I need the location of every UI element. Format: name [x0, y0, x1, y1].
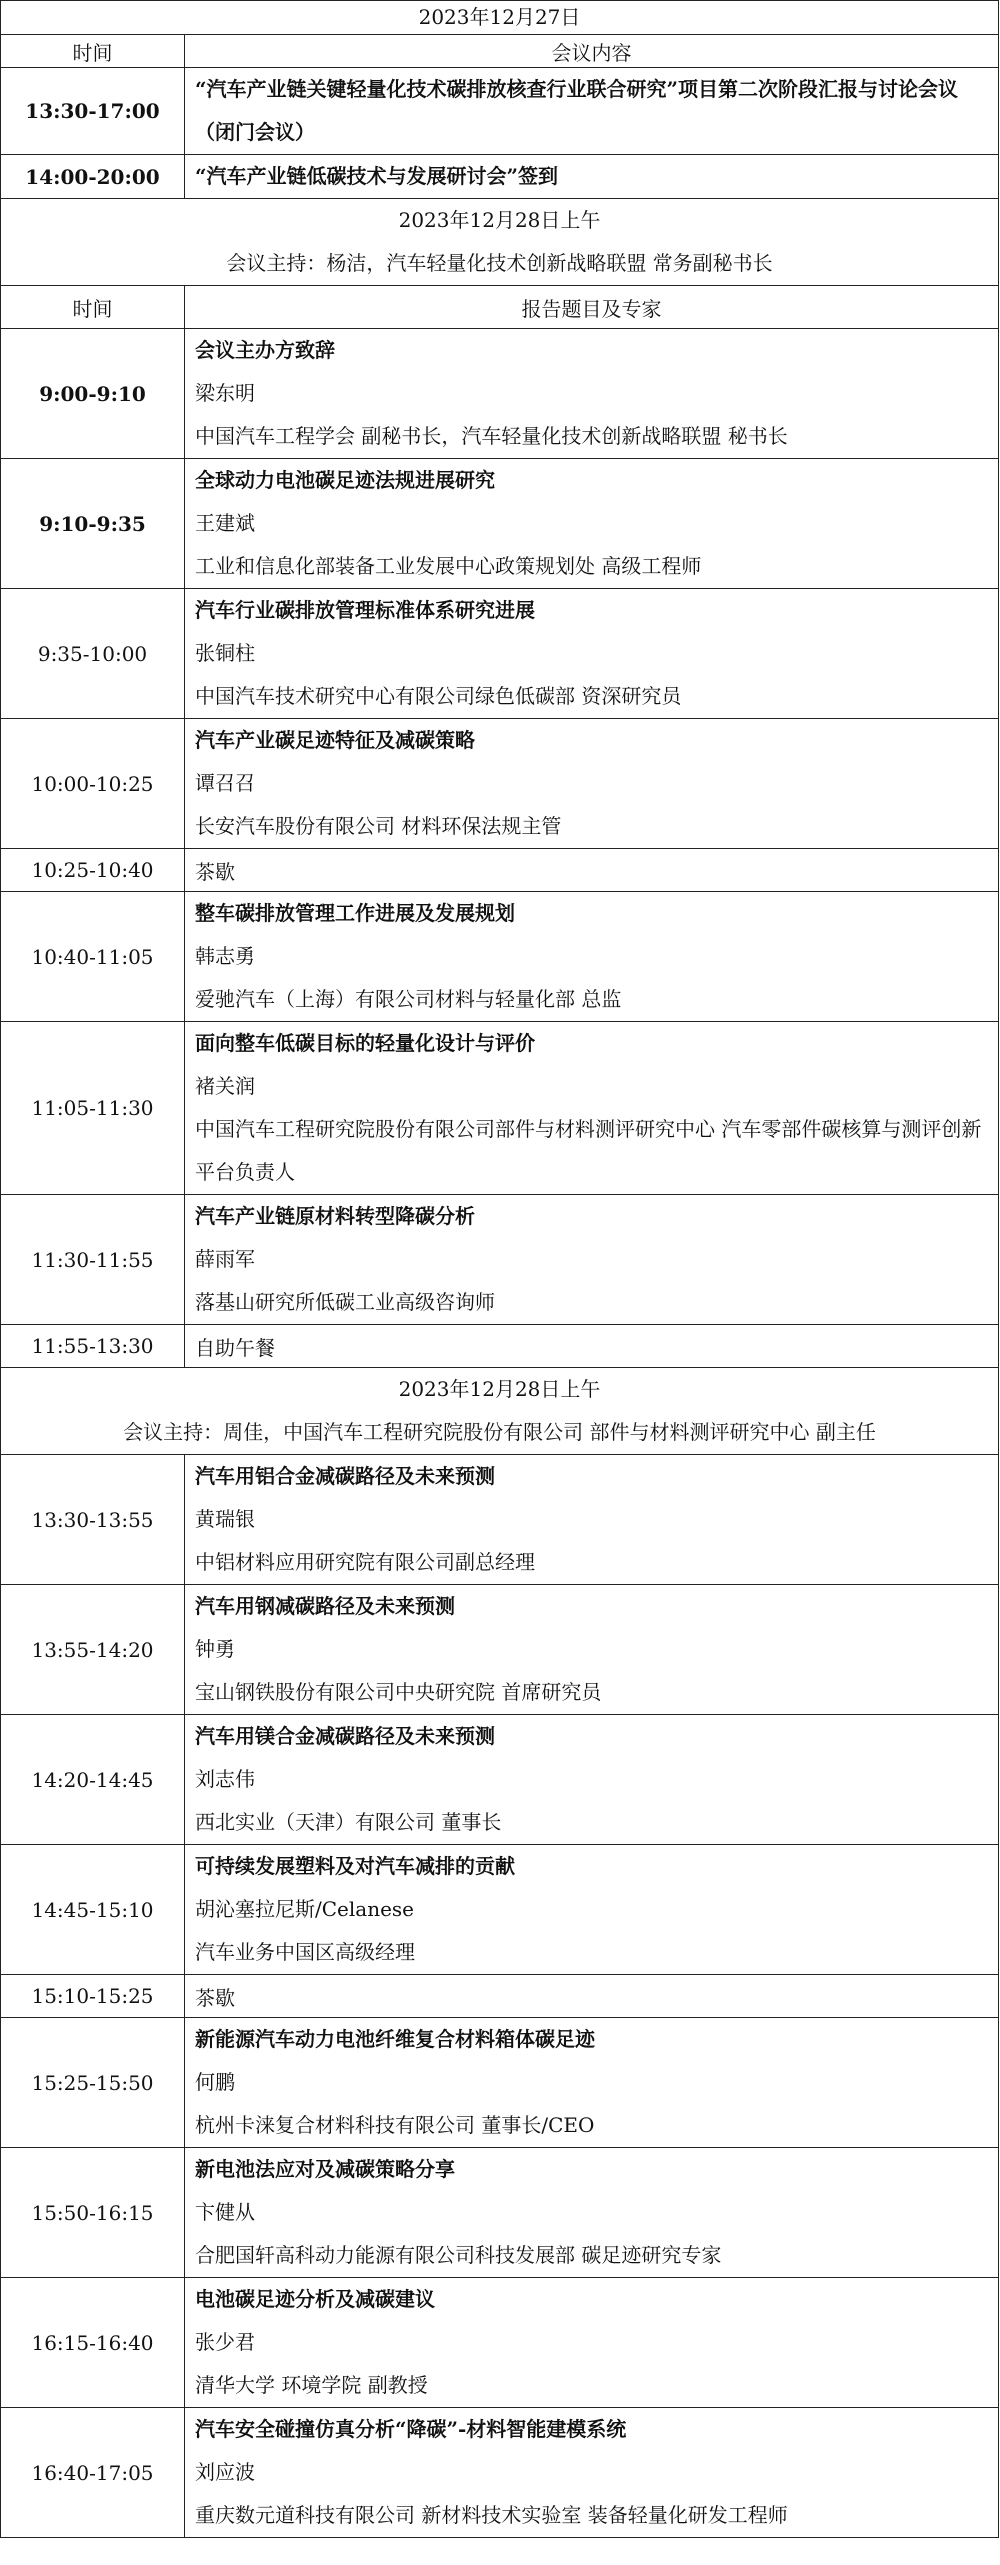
speaker-org: 落基山研究所低碳工业高级咨询师 — [195, 1290, 495, 1314]
break-label: 茶歇 — [185, 849, 999, 892]
day1-date-row — [1, 1, 999, 35]
report-title: 整车碳排放管理工作进展及发展规划 — [195, 901, 515, 925]
speaker-name: 韩志勇 — [195, 944, 255, 968]
report-title: 新电池法应对及减碳策略分享 — [195, 2157, 455, 2181]
session-time: 10:40-11:05 — [1, 892, 185, 1022]
session-time: 10:00-10:25 — [1, 719, 185, 849]
speaker-name: 薛雨军 — [195, 1247, 255, 1271]
table-row — [1, 2408, 999, 2538]
morning-header-row — [1, 286, 999, 329]
speaker-name: 何鹏 — [195, 2070, 235, 2094]
table-row — [1, 719, 999, 849]
speaker-org: 合肥国轩高科动力能源有限公司科技发展部 碳足迹研究专家 — [195, 2243, 722, 2267]
speaker-org: 长安汽车股份有限公司 材料环保法规主管 — [195, 814, 562, 838]
session-content — [185, 155, 999, 199]
break-label: 自助午餐 — [185, 1325, 999, 1368]
session-content-text: “汽车产业链低碳技术与发展研讨会”签到 — [195, 164, 559, 188]
afternoon-banner — [1, 1368, 999, 1455]
session-content — [185, 1195, 999, 1325]
session-content — [185, 719, 999, 849]
report-title: 全球动力电池碳足迹法规进展研究 — [195, 468, 495, 492]
speaker-org: 中铝材料应用研究院有限公司副总经理 — [195, 1550, 535, 1574]
afternoon-date: 2023年12月28日上午 — [398, 1377, 601, 1401]
speaker-org: 汽车业务中国区高级经理 — [195, 1940, 415, 1964]
session-content — [185, 2408, 999, 2538]
table-row — [1, 1195, 999, 1325]
session-time: 14:45-15:10 — [1, 1845, 185, 1975]
table-row — [1, 2148, 999, 2278]
speaker-name: 黄瑞银 — [195, 1507, 255, 1531]
report-title: 汽车产业链原材料转型降碳分析 — [195, 1204, 475, 1228]
session-time: 9:10-9:35 — [1, 459, 185, 589]
header-time: 时间 — [1, 35, 185, 68]
speaker-name: 卞健从 — [195, 2200, 255, 2224]
report-title: 面向整车低碳目标的轻量化设计与评价 — [195, 1031, 535, 1055]
session-content — [185, 2018, 999, 2148]
speaker-org: 重庆数元道科技有限公司 新材料技术实验室 装备轻量化研发工程师 — [195, 2503, 788, 2527]
session-time: 14:20-14:45 — [1, 1715, 185, 1845]
session-time: 11:55-13:30 — [1, 1325, 185, 1368]
speaker-name: 钟勇 — [195, 1637, 235, 1661]
speaker-org: 中国汽车工程学会 副秘书长，汽车轻量化技术创新战略联盟 秘书长 — [195, 424, 788, 448]
speaker-name: 梁东明 — [195, 381, 255, 405]
speaker-org: 西北实业（天津）有限公司 董事长 — [195, 1810, 502, 1834]
afternoon-date-row — [1, 1368, 999, 1455]
day1-date: 2023年12月27日 — [1, 1, 999, 35]
session-content-text: “汽车产业链关键轻量化技术碳排放核查行业联合研究”项目第二次阶段汇报与讨论会议（闭门会议） — [195, 77, 959, 144]
session-content — [185, 2278, 999, 2408]
session-time: 13:30-13:55 — [1, 1455, 185, 1585]
header-content: 报告题目及专家 — [185, 286, 999, 329]
speaker-org: 工业和信息化部装备工业发展中心政策规划处 高级工程师 — [195, 554, 702, 578]
report-title: 电池碳足迹分析及减碳建议 — [195, 2287, 435, 2311]
table-row — [1, 155, 999, 199]
session-content — [185, 589, 999, 719]
session-content — [185, 1845, 999, 1975]
morning-host: 会议主持：杨洁，汽车轻量化技术创新战略联盟 常务副秘书长 — [226, 251, 773, 275]
session-time: 9:35-10:00 — [1, 589, 185, 719]
report-title: 会议主办方致辞 — [195, 338, 335, 362]
speaker-name: 张铜柱 — [195, 641, 255, 665]
table-row — [1, 1325, 999, 1368]
table-row — [1, 849, 999, 892]
session-content — [185, 1455, 999, 1585]
table-row — [1, 1455, 999, 1585]
session-content — [185, 459, 999, 589]
table-row — [1, 1975, 999, 2018]
session-time: 16:15-16:40 — [1, 2278, 185, 2408]
session-content — [185, 892, 999, 1022]
table-row — [1, 2278, 999, 2408]
table-row — [1, 892, 999, 1022]
session-time: 11:05-11:30 — [1, 1022, 185, 1195]
report-title: 新能源汽车动力电池纤维复合材料箱体碳足迹 — [195, 2027, 595, 2051]
speaker-org: 杭州卡涞复合材料科技有限公司 董事长/CEO — [195, 2113, 595, 2137]
report-title: 汽车用镁合金减碳路径及未来预测 — [195, 1724, 495, 1748]
session-time: 14:00-20:00 — [1, 155, 185, 199]
report-title: 汽车用钢减碳路径及未来预测 — [195, 1594, 455, 1618]
speaker-name: 褚关润 — [195, 1074, 255, 1098]
morning-banner — [1, 199, 999, 286]
session-time: 13:30-17:00 — [1, 68, 185, 155]
session-content — [185, 68, 999, 155]
speaker-org: 爱驰汽车（上海）有限公司材料与轻量化部 总监 — [195, 987, 622, 1011]
report-title: 汽车安全碰撞仿真分析“降碳”-材料智能建模系统 — [195, 2417, 627, 2441]
session-time: 11:30-11:55 — [1, 1195, 185, 1325]
table-row — [1, 2018, 999, 2148]
speaker-name: 胡沁塞拉尼斯/Celanese — [195, 1897, 415, 1921]
speaker-name: 刘应波 — [195, 2460, 255, 2484]
speaker-name: 王建斌 — [195, 511, 255, 535]
report-title: 汽车用铝合金减碳路径及未来预测 — [195, 1464, 495, 1488]
break-label: 茶歇 — [185, 1975, 999, 2018]
speaker-name: 张少君 — [195, 2330, 255, 2354]
table-row — [1, 329, 999, 459]
table-row — [1, 1715, 999, 1845]
session-time: 9:00-9:10 — [1, 329, 185, 459]
session-time: 13:55-14:20 — [1, 1585, 185, 1715]
table-row — [1, 459, 999, 589]
report-title: 汽车行业碳排放管理标准体系研究进展 — [195, 598, 535, 622]
session-time: 15:50-16:15 — [1, 2148, 185, 2278]
session-content — [185, 1715, 999, 1845]
day1-header-row — [1, 35, 999, 68]
speaker-name: 刘志伟 — [195, 1767, 255, 1791]
speaker-org: 宝山钢铁股份有限公司中央研究院 首席研究员 — [195, 1680, 602, 1704]
table-row — [1, 589, 999, 719]
session-content — [185, 2148, 999, 2278]
report-title: 可持续发展塑料及对汽车减排的贡献 — [195, 1854, 515, 1878]
session-content — [185, 1022, 999, 1195]
table-row — [1, 68, 999, 155]
header-content: 会议内容 — [185, 35, 999, 68]
speaker-org: 中国汽车工程研究院股份有限公司部件与材料测评研究中心 汽车零部件碳核算与测评创新平台负责人 — [195, 1117, 982, 1184]
afternoon-host: 会议主持：周佳，中国汽车工程研究院股份有限公司 部件与材料测评研究中心 副主任 — [123, 1420, 876, 1444]
session-time: 15:25-15:50 — [1, 2018, 185, 2148]
session-time: 16:40-17:05 — [1, 2408, 185, 2538]
morning-date: 2023年12月28日上午 — [398, 208, 601, 232]
morning-date-row — [1, 199, 999, 286]
session-content — [185, 1585, 999, 1715]
table-row — [1, 1585, 999, 1715]
session-time: 10:25-10:40 — [1, 849, 185, 892]
speaker-org: 中国汽车技术研究中心有限公司绿色低碳部 资深研究员 — [195, 684, 682, 708]
session-content — [185, 329, 999, 459]
speaker-name: 谭召召 — [195, 771, 255, 795]
table-row — [1, 1022, 999, 1195]
header-time: 时间 — [1, 286, 185, 329]
session-time: 15:10-15:25 — [1, 1975, 185, 2018]
report-title: 汽车产业碳足迹特征及减碳策略 — [195, 728, 475, 752]
speaker-org: 清华大学 环境学院 副教授 — [195, 2373, 428, 2397]
table-row — [1, 1845, 999, 1975]
